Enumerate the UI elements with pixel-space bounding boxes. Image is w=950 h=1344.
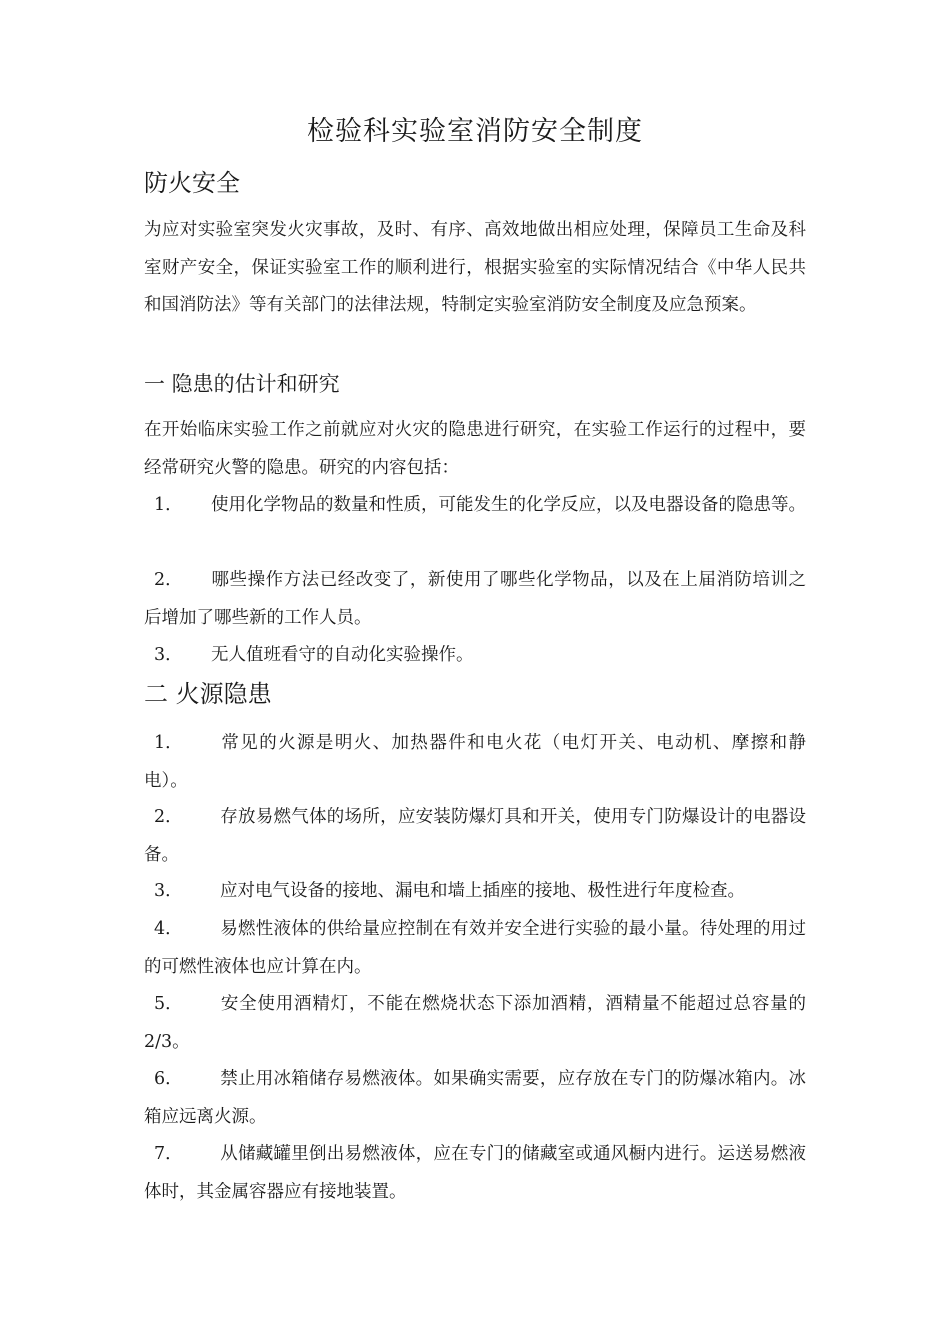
item-number: 4． bbox=[154, 919, 183, 939]
document-title: 检验科实验室消防安全制度 bbox=[307, 116, 643, 147]
ignition-sources-item-2 bbox=[144, 799, 806, 874]
item-text: 易燃性液体的供给量应控制在有效并安全进行实验的最小量。待处理的用过的可燃性液体也应计算在内。 bbox=[144, 919, 806, 977]
item-number: 2． bbox=[154, 807, 183, 827]
section-heading-hazard-assessment: 一 隐患的估计和研究 bbox=[144, 372, 340, 396]
ignition-sources-item-1 bbox=[144, 725, 806, 800]
item-text: 安全使用酒精灯，不能在燃烧状态下添加酒精，酒精量不能超过总容量的 2/3。 bbox=[144, 994, 806, 1052]
item-number: 3． bbox=[154, 645, 183, 665]
item-number: 5． bbox=[154, 994, 183, 1014]
item-number: 3． bbox=[154, 881, 183, 901]
hazard-assessment-item-3 bbox=[144, 637, 806, 675]
ignition-sources-item-6 bbox=[144, 1061, 806, 1136]
hazard-assessment-item-1 bbox=[144, 487, 806, 525]
item-text: 使用化学物品的数量和性质，可能发生的化学反应，以及电器设备的隐患等。 bbox=[211, 495, 806, 515]
item-text: 无人值班看守的自动化实验操作。 bbox=[211, 645, 474, 665]
section-heading-fire-safety: 防火安全 bbox=[144, 169, 240, 197]
item-text: 常见的火源是明火、加热器件和电火花（电灯开关、电动机、摩擦和静电）。 bbox=[144, 733, 806, 791]
item-text: 存放易燃气体的场所，应安装防爆灯具和开关，使用专门防爆设计的电器设备。 bbox=[144, 807, 806, 865]
item-text: 应对电气设备的接地、漏电和墙上插座的接地、极性进行年度检查。 bbox=[220, 881, 745, 901]
hazard-assessment-item-2 bbox=[144, 562, 806, 637]
item-number: 1． bbox=[154, 495, 183, 515]
item-number: 6． bbox=[154, 1069, 183, 1089]
item-text: 从储藏罐里倒出易燃液体，应在专门的储藏室或通风橱内进行。运送易燃液体时，其金属容器应有接地装置。 bbox=[144, 1144, 806, 1202]
item-number: 1． bbox=[154, 733, 183, 753]
item-text: 禁止用冰箱储存易燃液体。如果确实需要，应存放在专门的防爆冰箱内。冰箱应远离火源。 bbox=[144, 1069, 806, 1127]
item-number: 7． bbox=[154, 1144, 183, 1164]
hazard-assessment-intro-paragraph: 在开始临床实验工作之前就应对火灾的隐患进行研究，在实验工作运行的过程中，要经常研究火警的隐患。研究的内容包括： bbox=[144, 420, 806, 478]
ignition-sources-item-5 bbox=[144, 986, 806, 1061]
item-text: 哪些操作方法已经改变了，新使用了哪些化学物品，以及在上届消防培训之 后增加了哪些新的工作人员。 bbox=[144, 570, 806, 628]
fire-safety-intro-paragraph: 为应对实验室突发火灾事故，及时、有序、高效地做出相应处理，保障员工生命及科室财产安全，保证实验室工作的顺利进行，根据实验室的实际情况结合《中华人民共和国消防法》等有关部门的法律法规，特制定实验室消防安全制度及应急预案。 bbox=[144, 220, 806, 315]
section-heading-ignition-sources: 二 火源隐患 bbox=[144, 680, 272, 708]
ignition-sources-item-4 bbox=[144, 911, 806, 986]
ignition-sources-item-7 bbox=[144, 1136, 806, 1211]
item-number: 2． bbox=[154, 570, 183, 590]
ignition-sources-item-3 bbox=[144, 873, 806, 911]
